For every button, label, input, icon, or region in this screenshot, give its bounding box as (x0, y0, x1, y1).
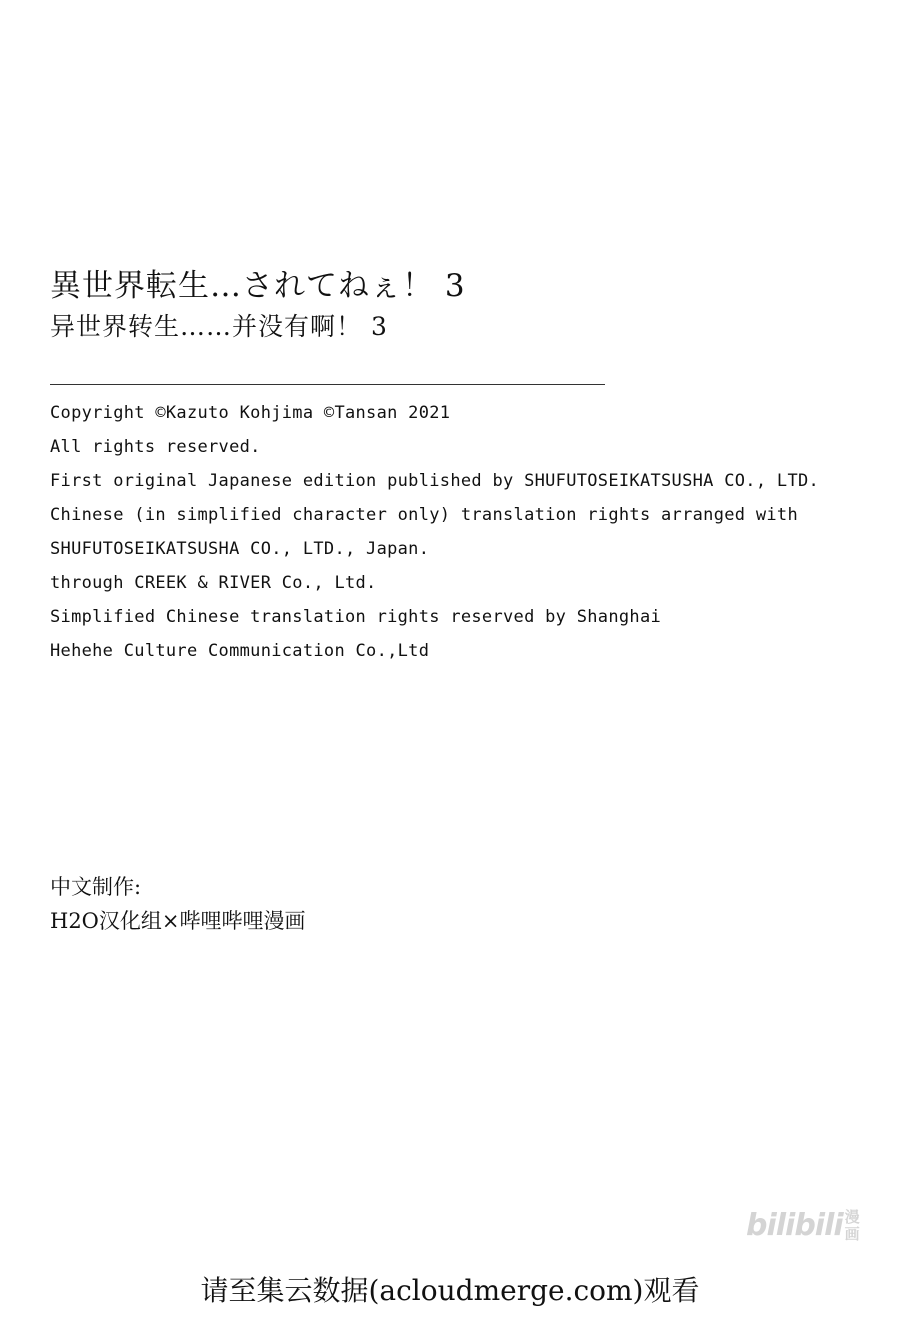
rights-line-simplified-rights: Simplified Chinese translation rights reserved by Shanghai (50, 607, 662, 627)
credits-label: 中文制作: (50, 875, 142, 899)
rights-line-publisher: SHUFUTOSEIKATSUSHA CO., LTD., Japan. (50, 539, 430, 559)
bilibili-watermark (746, 1204, 860, 1248)
credits-value: H2O汉化组×哔哩哔哩漫画 (50, 909, 306, 933)
watermark-tag-bottom: 画 (844, 1225, 860, 1243)
title-japanese: 異世界転生…されてねぇ！ 3 (50, 268, 466, 304)
watermark-tag (845, 1209, 860, 1243)
rights-line-reserved: All rights reserved. (50, 437, 261, 457)
footer-notice: 请至集云数据(acloudmerge.com)观看 (200, 1274, 700, 1307)
rights-line-first-edition: First original Japanese edition published by SHUFUTOSEIKATSUSHA CO., LTD. (50, 471, 820, 491)
watermark-tag-top: 漫 (844, 1208, 860, 1226)
title-chinese: 异世界转生……并没有啊！ 3 (50, 312, 388, 341)
rights-line-chinese-translation: Chinese (in simplified character only) translation rights arranged with (50, 505, 798, 525)
watermark-word: bilibili (746, 1208, 843, 1243)
divider-line (50, 384, 605, 385)
rights-line-agency: through CREEK & RIVER Co., Ltd. (50, 573, 377, 593)
rights-line-rights-holder: Hehehe Culture Communication Co.,Ltd (50, 641, 430, 661)
rights-line-copyright: Copyright ©Kazuto Kohjima ©Tansan 2021 (50, 403, 451, 423)
rights-block (50, 396, 819, 668)
